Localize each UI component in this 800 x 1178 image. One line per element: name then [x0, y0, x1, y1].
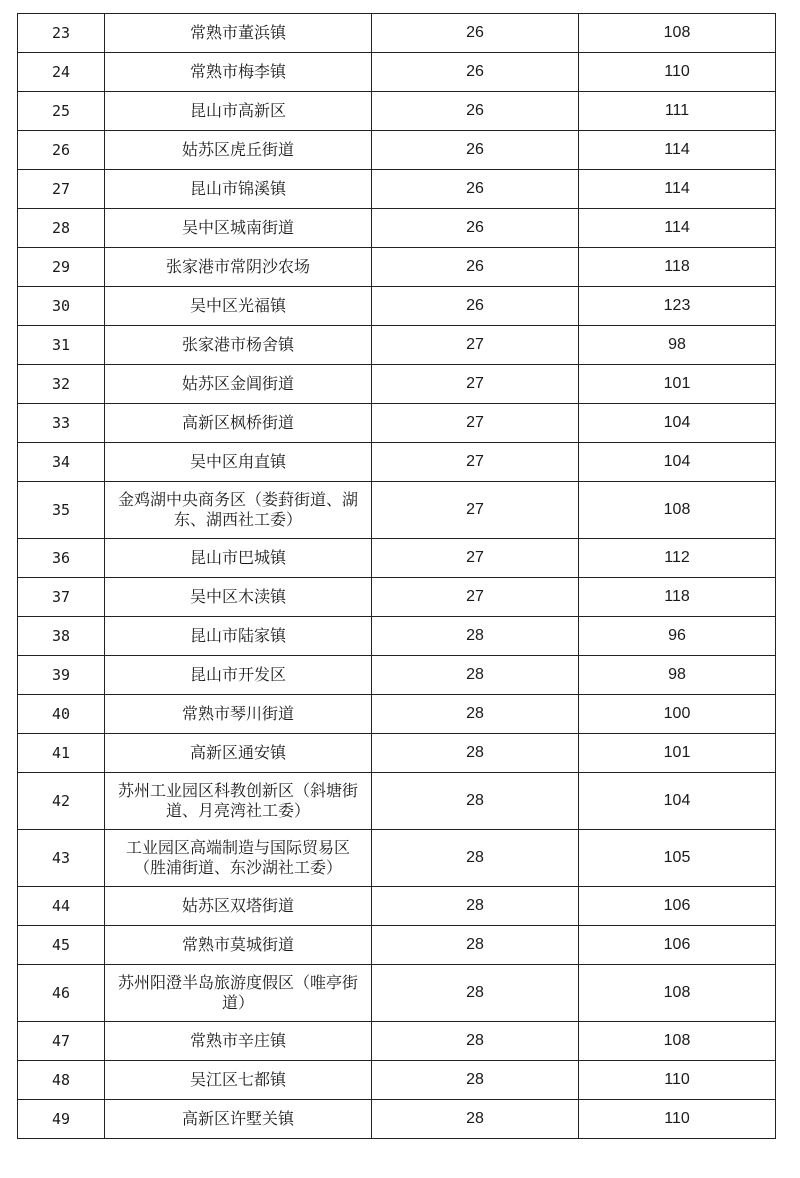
value-b-cell: 96: [579, 617, 776, 656]
row-index-cell: 38: [18, 617, 105, 656]
value-b-cell: 112: [579, 539, 776, 578]
value-a-cell: 28: [372, 965, 579, 1022]
value-b-cell: 100: [579, 695, 776, 734]
value-a-cell: 27: [372, 365, 579, 404]
value-b-cell: 106: [579, 926, 776, 965]
area-name-cell: 高新区许墅关镇: [105, 1100, 372, 1139]
table-row: [18, 209, 776, 248]
area-name-cell: 常熟市辛庄镇: [105, 1022, 372, 1061]
value-b-cell: 108: [579, 1022, 776, 1061]
table-row: [18, 539, 776, 578]
area-name-cell: 昆山市开发区: [105, 656, 372, 695]
value-a-cell: 27: [372, 539, 579, 578]
value-b-cell: 110: [579, 53, 776, 92]
area-name-cell: 张家港市常阴沙农场: [105, 248, 372, 287]
area-name-cell: 高新区枫桥街道: [105, 404, 372, 443]
area-name-cell: 昆山市陆家镇: [105, 617, 372, 656]
area-name-cell: 常熟市琴川街道: [105, 695, 372, 734]
row-index-cell: 44: [18, 887, 105, 926]
value-b-cell: 110: [579, 1061, 776, 1100]
value-a-cell: 28: [372, 773, 579, 830]
row-index-cell: 36: [18, 539, 105, 578]
area-name-cell: 高新区通安镇: [105, 734, 372, 773]
table-row: [18, 53, 776, 92]
table-row: [18, 887, 776, 926]
value-b-cell: 110: [579, 1100, 776, 1139]
value-b-cell: 114: [579, 209, 776, 248]
table-row: [18, 734, 776, 773]
value-b-cell: 104: [579, 404, 776, 443]
row-index-cell: 39: [18, 656, 105, 695]
value-a-cell: 28: [372, 887, 579, 926]
row-index-cell: 23: [18, 14, 105, 53]
table-row: [18, 482, 776, 539]
row-index-cell: 26: [18, 131, 105, 170]
value-a-cell: 26: [372, 53, 579, 92]
row-index-cell: 27: [18, 170, 105, 209]
table-row: [18, 14, 776, 53]
value-b-cell: 105: [579, 830, 776, 887]
value-b-cell: 108: [579, 14, 776, 53]
row-index-cell: 24: [18, 53, 105, 92]
value-b-cell: 98: [579, 656, 776, 695]
row-index-cell: 33: [18, 404, 105, 443]
value-a-cell: 26: [372, 248, 579, 287]
value-b-cell: 114: [579, 170, 776, 209]
value-b-cell: 108: [579, 965, 776, 1022]
table-row: [18, 926, 776, 965]
table-row: [18, 92, 776, 131]
area-name-cell: 吴江区七都镇: [105, 1061, 372, 1100]
table-row: [18, 1022, 776, 1061]
table-body: [18, 14, 776, 1139]
value-b-cell: 118: [579, 248, 776, 287]
area-name-cell: 张家港市杨舍镇: [105, 326, 372, 365]
row-index-cell: 49: [18, 1100, 105, 1139]
value-b-cell: 118: [579, 578, 776, 617]
area-name-cell: 吴中区城南街道: [105, 209, 372, 248]
table-row: [18, 656, 776, 695]
value-a-cell: 28: [372, 1100, 579, 1139]
value-b-cell: 104: [579, 773, 776, 830]
table-row: [18, 326, 776, 365]
area-name-cell: 昆山市巴城镇: [105, 539, 372, 578]
area-name-cell: 常熟市梅李镇: [105, 53, 372, 92]
row-index-cell: 31: [18, 326, 105, 365]
area-name-cell: 苏州工业园区科教创新区（斜塘街道、月亮湾社工委）: [105, 773, 372, 830]
value-a-cell: 26: [372, 287, 579, 326]
table-row: [18, 131, 776, 170]
area-name-cell: 工业园区高端制造与国际贸易区（胜浦街道、东沙湖社工委）: [105, 830, 372, 887]
value-a-cell: 28: [372, 617, 579, 656]
table-row: [18, 617, 776, 656]
area-name-cell: 吴中区甪直镇: [105, 443, 372, 482]
table-row: [18, 287, 776, 326]
area-name-cell: 常熟市莫城街道: [105, 926, 372, 965]
table-row: [18, 578, 776, 617]
area-name-cell: 吴中区光福镇: [105, 287, 372, 326]
value-b-cell: 108: [579, 482, 776, 539]
row-index-cell: 29: [18, 248, 105, 287]
value-a-cell: 27: [372, 482, 579, 539]
value-b-cell: 101: [579, 365, 776, 404]
row-index-cell: 30: [18, 287, 105, 326]
value-a-cell: 27: [372, 578, 579, 617]
value-a-cell: 28: [372, 656, 579, 695]
value-a-cell: 26: [372, 170, 579, 209]
value-b-cell: 101: [579, 734, 776, 773]
table-row: [18, 1100, 776, 1139]
row-index-cell: 34: [18, 443, 105, 482]
table-row: [18, 248, 776, 287]
value-a-cell: 28: [372, 1022, 579, 1061]
row-index-cell: 46: [18, 965, 105, 1022]
area-name-cell: 常熟市董浜镇: [105, 14, 372, 53]
value-a-cell: 26: [372, 131, 579, 170]
row-index-cell: 25: [18, 92, 105, 131]
row-index-cell: 32: [18, 365, 105, 404]
value-a-cell: 28: [372, 830, 579, 887]
value-a-cell: 28: [372, 734, 579, 773]
area-name-cell: 昆山市高新区: [105, 92, 372, 131]
area-name-cell: 吴中区木渎镇: [105, 578, 372, 617]
value-a-cell: 27: [372, 326, 579, 365]
table-row: [18, 773, 776, 830]
table-row: [18, 404, 776, 443]
table-row: [18, 1061, 776, 1100]
table-row: [18, 695, 776, 734]
value-a-cell: 28: [372, 695, 579, 734]
area-name-cell: 姑苏区虎丘街道: [105, 131, 372, 170]
ranking-table: [17, 13, 776, 1139]
area-name-cell: 姑苏区金阊街道: [105, 365, 372, 404]
value-b-cell: 98: [579, 326, 776, 365]
value-b-cell: 106: [579, 887, 776, 926]
value-a-cell: 27: [372, 404, 579, 443]
area-name-cell: 苏州阳澄半岛旅游度假区（唯亭街道）: [105, 965, 372, 1022]
row-index-cell: 41: [18, 734, 105, 773]
row-index-cell: 40: [18, 695, 105, 734]
value-b-cell: 123: [579, 287, 776, 326]
table-row: [18, 443, 776, 482]
value-a-cell: 26: [372, 209, 579, 248]
area-name-cell: 昆山市锦溪镇: [105, 170, 372, 209]
table-row: [18, 965, 776, 1022]
value-b-cell: 104: [579, 443, 776, 482]
value-b-cell: 111: [579, 92, 776, 131]
area-name-cell: 姑苏区双塔街道: [105, 887, 372, 926]
row-index-cell: 47: [18, 1022, 105, 1061]
value-a-cell: 27: [372, 443, 579, 482]
value-a-cell: 26: [372, 14, 579, 53]
row-index-cell: 42: [18, 773, 105, 830]
value-b-cell: 114: [579, 131, 776, 170]
row-index-cell: 35: [18, 482, 105, 539]
value-a-cell: 26: [372, 92, 579, 131]
table-row: [18, 830, 776, 887]
row-index-cell: 43: [18, 830, 105, 887]
area-name-cell: 金鸡湖中央商务区（娄葑街道、湖东、湖西社工委）: [105, 482, 372, 539]
row-index-cell: 37: [18, 578, 105, 617]
table-row: [18, 365, 776, 404]
row-index-cell: 45: [18, 926, 105, 965]
value-a-cell: 28: [372, 926, 579, 965]
row-index-cell: 48: [18, 1061, 105, 1100]
value-a-cell: 28: [372, 1061, 579, 1100]
table-row: [18, 170, 776, 209]
row-index-cell: 28: [18, 209, 105, 248]
